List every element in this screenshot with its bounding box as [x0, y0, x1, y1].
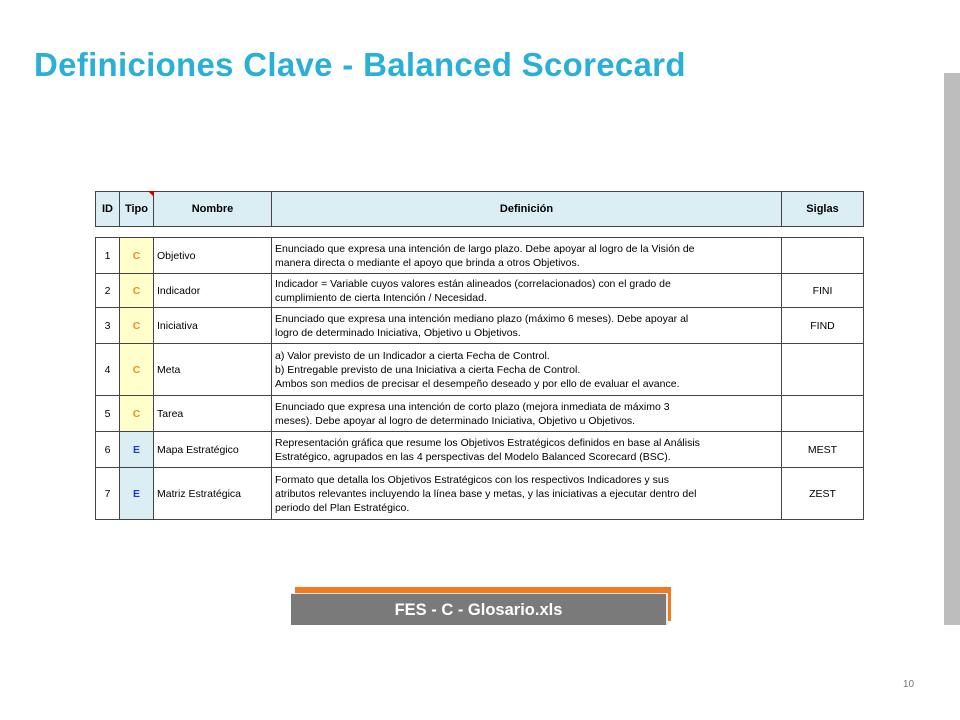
row-tipo: C: [120, 308, 154, 344]
header-nombre: Nombre: [154, 192, 272, 227]
row-nombre: Iniciativa: [154, 308, 272, 344]
row-tipo: C: [120, 344, 154, 396]
row-definicion: [272, 274, 782, 308]
row-nombre: Meta: [154, 344, 272, 396]
definicion-line: Ambos son medios de precisar el desempeño deseado y por ello de evaluar el avance.: [275, 377, 680, 390]
page-number: 10: [903, 679, 915, 690]
row-id: 1: [96, 238, 120, 274]
row-definicion: [272, 238, 782, 274]
header-row: [96, 192, 864, 227]
row-siglas: [782, 344, 864, 396]
definicion-line: Enunciado que expresa una intención mediano plazo (máximo 6 meses). Debe apoyar al: [275, 312, 689, 325]
header-siglas: Siglas: [782, 192, 864, 227]
definicion-line: Indicador = Variable cuyos valores están alineados (correlacionados) con el grado de: [275, 277, 671, 290]
definicion-line: atributos relevantes incluyendo la línea base y metas, y las iniciativas a ejecutar dentro del: [275, 487, 697, 500]
glossary-table: [95, 237, 864, 520]
table-row: [96, 396, 864, 432]
row-nombre: Tarea: [154, 396, 272, 432]
row-tipo: C: [120, 396, 154, 432]
row-nombre: Matriz Estratégica: [154, 468, 272, 520]
row-tipo: C: [120, 238, 154, 274]
definicion-line: meses). Debe apoyar al logro de determinado Iniciativa, Objetivo u Objetivos.: [275, 414, 636, 427]
row-definicion: [272, 432, 782, 468]
row-siglas: [782, 238, 864, 274]
row-id: 6: [96, 432, 120, 468]
slide-title: Definiciones Clave - Balanced Scorecard: [34, 46, 686, 83]
header-tipo-label: Tipo: [124, 203, 148, 215]
row-id: 4: [96, 344, 120, 396]
table-row: [96, 308, 864, 344]
comment-marker-icon: [148, 191, 154, 197]
row-nombre: Mapa Estratégico: [154, 432, 272, 468]
row-id: 7: [96, 468, 120, 520]
definicion-line: periodo del Plan Estratégico.: [275, 501, 410, 514]
table-row: [96, 238, 864, 274]
right-edge-bar: [944, 73, 960, 625]
definicion-line: Estratégico, agrupados en las 4 perspectivas del Modelo Balanced Scorecard (BSC).: [275, 450, 671, 463]
glossary-header-table: [95, 191, 864, 227]
row-id: 2: [96, 274, 120, 308]
definicion-line: Formato que detalla los Objetivos Estratégicos con los respectivos Indicadores y sus: [275, 473, 669, 486]
table-row: [96, 344, 864, 396]
header-tipo: [120, 192, 154, 227]
header-definicion: Definición: [272, 192, 782, 227]
row-tipo: E: [120, 432, 154, 468]
row-definicion: [272, 344, 782, 396]
row-siglas: FIND: [782, 308, 864, 344]
row-tipo: E: [120, 468, 154, 520]
definicion-line: manera directa o mediante el apoyo que brinda a otros Objetivos.: [275, 256, 580, 269]
row-definicion: [272, 468, 782, 520]
definicion-line: Enunciado que expresa una intención de corto plazo (mejora inmediata de máximo 3: [275, 400, 670, 413]
definicion-line: a) Valor previsto de un Indicador a cierta Fecha de Control.: [275, 349, 550, 362]
table-row: [96, 274, 864, 308]
row-siglas: MEST: [782, 432, 864, 468]
definicion-line: logro de determinado Iniciativa, Objetivo u Objetivos.: [275, 326, 521, 339]
row-nombre: Indicador: [154, 274, 272, 308]
row-siglas: [782, 396, 864, 432]
row-nombre: Objetivo: [154, 238, 272, 274]
glossary-rows: [96, 238, 864, 520]
row-definicion: [272, 308, 782, 344]
row-siglas: ZEST: [782, 468, 864, 520]
header-id: ID: [96, 192, 120, 227]
row-id: 5: [96, 396, 120, 432]
definicion-line: Representación gráfica que resume los Objetivos Estratégicos definidos en base al Análisis: [275, 436, 700, 449]
definicion-line: Enunciado que expresa una intención de largo plazo. Debe apoyar al logro de la Visión de: [275, 242, 695, 255]
glossary-file-button[interactable]: FES - C - Glosario.xls: [291, 593, 668, 625]
definicion-line: b) Entregable previsto de una Iniciativa a cierta Fecha de Control.: [275, 363, 581, 376]
table-row: [96, 468, 864, 520]
table-row: [96, 432, 864, 468]
row-siglas: FINI: [782, 274, 864, 308]
row-tipo: C: [120, 274, 154, 308]
row-definicion: [272, 396, 782, 432]
definicion-line: cumplimiento de cierta Intención / Necesidad.: [275, 291, 487, 304]
file-button-wrapper: [291, 587, 672, 626]
row-id: 3: [96, 308, 120, 344]
